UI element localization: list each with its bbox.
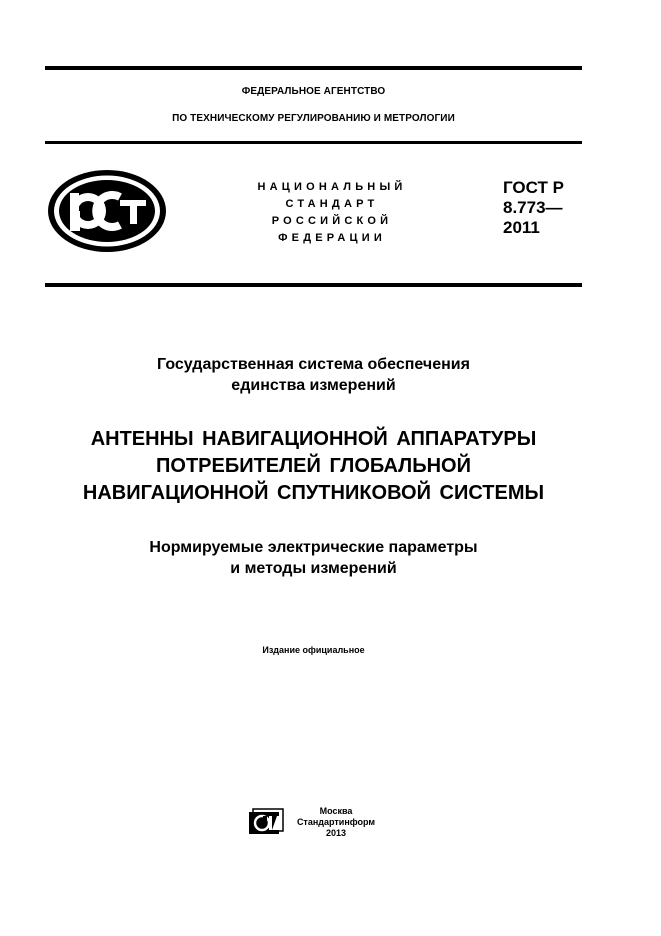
- publisher-name: Стандартинформ: [296, 817, 376, 827]
- document-subtitle-line-1: Нормируемые электрические параметры: [149, 539, 478, 556]
- publication-year: 2013: [325, 828, 347, 838]
- natstd-line-3: РОССИЙСКОЙ: [271, 215, 393, 227]
- rst-logo-icon: [46, 168, 168, 254]
- document-title-line-3: НАВИГАЦИОННОЙ СПУТНИКОВОЙ СИСТЕМЫ: [82, 482, 545, 504]
- gost-number-line-2: 8.773—: [503, 198, 563, 217]
- gost-number: [503, 178, 564, 238]
- gost-number-line-1: ГОСТ Р: [503, 178, 564, 197]
- system-title-line-2: единства измерений: [231, 377, 396, 394]
- gost-number-line-3: 2011: [503, 218, 540, 237]
- agency-line-2: ПО ТЕХНИЧЕСКОМУ РЕГУЛИРОВАНИЮ И МЕТРОЛОГИИ: [172, 113, 455, 124]
- document-subtitle: [45, 537, 582, 579]
- natstd-line-2: СТАНДАРТ: [285, 198, 379, 210]
- national-standard-label: [232, 179, 432, 247]
- document-title-line-2: ПОТРЕБИТЕЛЕЙ ГЛОБАЛЬНОЙ: [156, 455, 471, 477]
- publisher-info: [296, 806, 376, 839]
- document-title: [30, 426, 597, 507]
- natstd-line-1: НАЦИОНАЛЬНЫЙ: [257, 181, 407, 193]
- section-rule: [45, 283, 582, 287]
- header-rule: [45, 141, 582, 144]
- document-title-line-1: АНТЕННЫ НАВИГАЦИОННОЙ АППАРАТУРЫ: [90, 428, 537, 450]
- system-title: [45, 354, 582, 396]
- standartinform-logo-icon: [246, 808, 286, 836]
- edition-note: Издание официальное: [262, 645, 365, 655]
- document-subtitle-line-2: и методы измерений: [230, 560, 397, 577]
- natstd-line-4: ФЕДЕРАЦИИ: [278, 232, 386, 244]
- system-title-line-1: Государственная система обеспечения: [157, 356, 470, 373]
- publisher-city: Москва: [319, 806, 353, 816]
- top-rule: [45, 66, 582, 70]
- agency-line-1: ФЕДЕРАЛЬНОЕ АГЕНТСТВО: [241, 86, 386, 97]
